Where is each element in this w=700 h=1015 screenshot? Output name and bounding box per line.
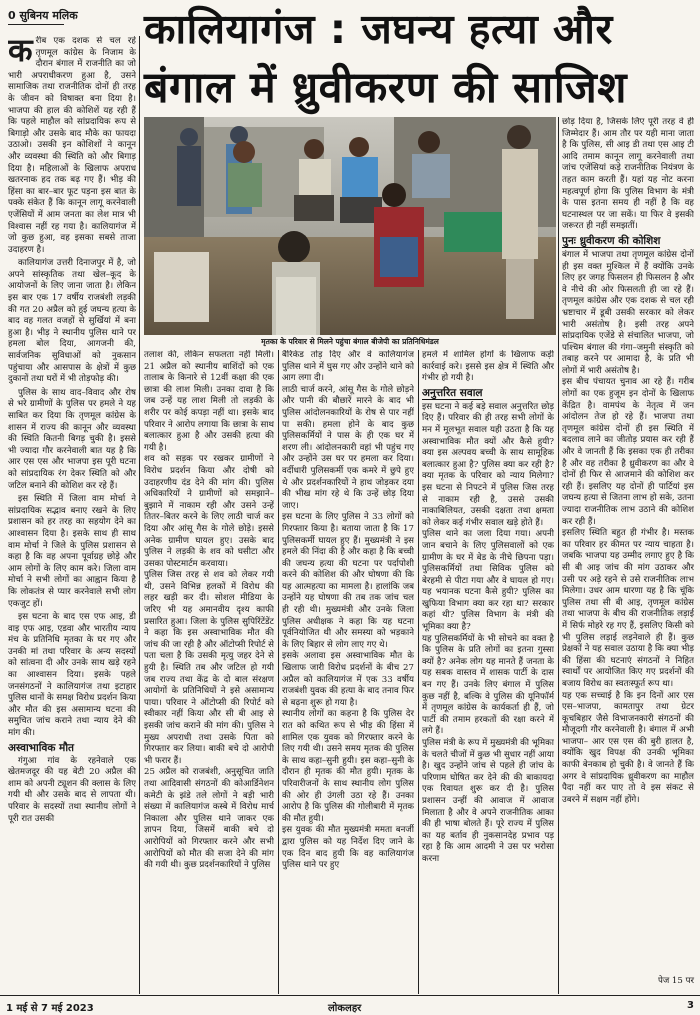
column-divider-3 xyxy=(418,350,419,994)
footer-rule xyxy=(0,995,700,996)
newspaper-name: लोकलहर xyxy=(328,1003,362,1014)
headline-line-2: बंगाल में ध्रुवीकरण की साजिश xyxy=(144,63,627,113)
page-number: 3 xyxy=(687,1000,694,1011)
issue-date: 1 मई से 7 मई 2023 xyxy=(6,1003,94,1014)
col1-paragraph-2: कालियागंज उत्तरी दिनाजपुर में है, जो अपने सांस्कृतिक तथा खेल–कूद के आयोजनों के लिए जाना जाता है। लेकिन इस बार एक 17 वर्षीय राजबंशी लड़की की गत 20 अप्रैल को हुई जघन्य हत्या के बाद वह गलत वजहों से सुर्खियां में बना हुआ है। भीड़ ने स्थानीय पुलिस थाने पर हमला बोल दिया, आगजनी की, सार्वजनिक सुविधाओं को नुकसान पहुंचाया और आसपास के क्षेत्रों में कुछ दुकानों तथा घरों में भी तोड़फोड़ की। xyxy=(8,258,136,385)
col1-paragraph-1: रीब एक दशक से चल रहे तृणमूल कांग्रेस के निजाम के दौरान बंगाल में राजनीति का जो भारी अपराधीकरण हुआ है, उसने सामाजिक तथा राजनीतिक दोनों ही तरह के जीवन को विषाक्त बना दिया है। भाजपा की हाल की कोशिशें यह रही हैं कि पहले माहौल को सांप्रदायिक रूप से बिगाड़ो और उसके बाद मौके का फायदा उठाओ। उसकी इन कोशिशों ने कानून और व्यवस्था की स्थिति को और बिगाड़ दिया है। महिलाओं के खिलाफ अपराध खतरनाक हद तक बढ़ गए हैं। भीड़ की हिंसा का बार–बार फूट पड़ना इस बात के पक्के संकेत हैं कि कानून लागू करनेवाली एजेंसियों में आम जनता का लेश मात्र भी विश्वास नहीं रह गया है। कालियागंज में जो कुछ हुआ, वह इसका सबसे ताजा उदाहरण है। xyxy=(8,36,136,255)
delegation-photo xyxy=(144,117,556,335)
subhead-unanswered-questions: अनुत्तरित सवाल xyxy=(422,386,483,399)
headline-line-1: कालियागंज : जघन्य हत्या और xyxy=(144,5,613,53)
article-column-2: तलाश की, लेकिन सफलता नहीं मिली। 21 अप्रैल को स्थानीय बाशिंदों को एक तालाब के किनारे से 12वीं कक्षा की एक छात्रा की लाश मिली। उनका दावा है कि जब उन्हें यह लाश मिली तो लड़की के शरीर पर कोई कपड़ा नहीं था। इसके बाद परिवार ने आरोप लगाया कि छात्रा के साथ बलात्कार हुआ है और उसकी हत्या की गयी है। शव को सड़क पर रखकर ग्रामीणों ने विरोध प्रदर्शन किया और दोषी को उदाहरणीय दंड देने की मांग की। पुलिस अधिकारियों ने ग्रामीणों को समझाने–बुझाने में नाकाम रही और उसने उन्हें तितर–बितर करने के लिए लाठी चार्ज कर दिया और आंसू गैस के गोले छोड़े। इससे अनेक ग्रामीण घायल हुए। उसके बाद पुलिस ने लड़की के शव को घसीटा और उसका पोस्टमार्टम करवाया। पुलिस जिस तरह से शव को लेकर गयी थी, उसने विभिन्न हलकों में विरोध की लहर खड़ी कर दी। सोशल मीडिया के जरिए भी यह अमानवीय दृश्य काफी प्रसारित हुआ। जिला के पुलिस सुपिरिंटेंडेंट ने कहा कि इस अस्वाभाविक मौत की जांच की जा रही है और ऑटोप्सी रिपोर्ट से पता चला है कि उसकी मृत्यु जहर देने से हुयी है। स्थिति तब और जटिल हो गयी जब राज्य तथा केंद्र के दो बाल संरक्षण आयोगों के प्रतिनिधियों ने इसे असामान्य पाया। परिवार ने ऑटोप्सी की रिपोर्ट को स्वीकार नहीं किया और सी बी आइ से इसकी जांच कराने की मांग की। पुलिस ने मुख्य अपराधी तथा उसके पिता को गिरफ्तार कर लिया। बाकी बचे दो आरोपी भी फरार हैं। 25 अप्रैल को राजबंशी, अनुसूचित जाति तथा आदिवासी संगठनों की कोआर्डिनेशन कमेटी के झंडे तले लोगों ने बड़ी भारी संख्या में कालियागंज कस्बे में विरोध मार्च निकाला और पुलिस थाने जाकर एक ज्ञापन दिया, जिसमें बाकी बचे दो आरोपियों को गिरफ्तार करने और सभी आरोपियों को मौत की सजा देने की मांग की गयी थी। कुछ प्रदर्शनकारियों ने पुलिस xyxy=(144,350,274,871)
article-column-3: बैरिकेड तोड़ दिए और वे कालियागंज पुलिस थाने में घुस गए और उन्होंने थाने को आग लगा दी। लाठी चार्ज करने, आंसू गैस के गोले छोड़ने और पानी की बौछारें मारने के बाद भी पुलिस आंदोलनकारियों के रोष से पार नहीं पा सकी। हमला होने के बाद कुछ पुलिसकर्मियों ने पास के ही एक घर में शरण ली। आंदोलनकारी वहां भी पहुंच गए और उन्होंने उस घर पर हमला कर दिया। वर्दीधारी पुलिसकर्मी एक कमरे में छुपे हुए थे और प्रदर्शनकारियों ने हाथ जोड़कर दया की भीख मांग रहे थे कि उन्हें छोड़ दिया जाए। इस घटना के लिए पुलिस ने 33 लोगों को गिरफ्तार किया है। बताया जाता है कि 17 पुलिसकर्मी घायल हुए हैं। मुख्यमंत्री ने इस हमले की निंदा की है और कहा है कि बच्ची की जघन्य हत्या की घटना पर पर्दापोशी करने की कोशिश की और घोषणा की कि यह आत्महत्या का मामला है। हालांकि जब उन्होंने यह घोषणा की तब तक जांच चल ही रही थी। मुख्यमंत्री और उनके जिला पुलिस अधीक्षक ने कहा कि यह घटना पूर्वनियोजित थी और समस्या को भड़काने के लिए बिहार से लोग लाए गए थे। इसके अलावा इस अस्वाभाविक मौत के खिलाफ जारी विरोध प्रदर्शनों के बीच 27 अप्रैल को कालियागंज में एक 33 वर्षीय राजबंशी युवक की हत्या के बाद तनाव फिर से बढ़ना शुरू हो गया है। स्थानीय लोगों का कहना है कि पुलिस देर रात को कथित रूप से भीड़ की हिंसा में शामिल एक युवक को गिरफ्तार करने के लिए गयी थी। उसने समय मृतक की पुलिस के साथ कहा–सुनी हुयी। इस कहा–सुनी के दौरान ही मृतक की मौत हुयी। मृतक के परिवारीजनों के साथ स्थानीय लोग पुलिस की ओर ही उंगली उठा रहे हैं। उनका आरोप है कि पुलिस की गोलीबारी में मृतक की मौत हुयी। इस युवक की मौत मुख्यमंत्री ममता बनर्जी द्वारा पुलिस को यह निर्देश दिए जाने के एक दिन बाद हुयी कि वह कालियागंज पुलिस थाने पर हुए xyxy=(282,350,414,871)
news-photo xyxy=(144,117,556,335)
column-divider-2 xyxy=(278,350,279,994)
headline xyxy=(144,4,696,114)
col1-paragraph-6: गंगुआ गांव के रहनेवाले एक खेतमजदूर की यह बेटी 20 अप्रैल की शाम को अपनी ट्यूशन की क्लास के लिए गयी थी और उसके बाद से लापता थी। परिवार के सदस्यों तथा स्थानीय लोगों ने पूरी रात उसकी xyxy=(8,755,136,824)
drop-cap: क xyxy=(8,36,33,69)
col1-paragraph-5: इस घटना के बाद एस एफ आइ, डी वाइ एफ आइ, एडवा और भारतीय न्याय मंच के प्रतिनिधि मृतका के घर गए और उनकी मां तथा परिवार के अन्य सदस्यों को सांत्वना दी और उनके साथ खड़े रहने का आश्वासन दिया। इसके पहले जनसंगठनों ने कालियागंज तथा इटाहार पुलिस थानों के समक्ष विरोध प्रदर्शन किया और मौत की इस असामान्य घटना की समुचित जांच कराने तथा न्याय देने की मांग की। xyxy=(8,612,136,739)
byline-rule xyxy=(8,24,64,25)
col4-body: इस घटना ने कई बड़े सवाल अनुत्तरित छोड़ दिए हैं। परिवार की ही तरह सभी लोगों के मन में मूलभूत सवाल यही उठता है कि यह अस्वाभाविक मौत क्यों और कैसे हुयी? क्या इस अल्पवय बच्ची के साथ सामूहिक बलात्कार हुआ है? पुलिस क्या कर रही है? क्या मृतक के परिवार को न्याय मिलेगा? इस घटना से निपटने में पुलिस जिस तरह से नाकाम रही है, उससे उसकी नाकाबिलियत, उसकी दक्षता तथा क्षमता को लेकर कई गंभीर सवाल खड़े होते हैं। पुलिस थाने का जला दिया गया। अपनी जान बचाने के लिए पुलिसवालों को एक ग्रामीण के घर में बेड के नीचे छिपना पड़ा। पुलिसकर्मियों तथा सिविक पुलिस को बेरहमी से पीटा गया और वे घायल हो गए। यह भयानक घटना कैसे हुयी? पुलिस का खुफिया विभाग क्या कर रहा था? सरकार कहां थी? पुलिस विभाग के मंत्री की भूमिका क्या है? यह पुलिसकर्मियों के भी सोचने का वक्त है कि पुलिस के प्रति लोगों का इतना गुस्सा क्यों है? अनेक लोग यह मानते हैं जनता के यह सबक वास्तव में शासक पार्टी के दास बन गए हैं। उनके लिए बंगाल में पुलिस कुछ नहीं है, बल्कि वे पुलिस की यूनिफॉर्म में तृणमूल कांग्रेस के कार्यकर्ता ही हैं, जो पार्टी की तमाम हरकतों की रक्षा करने में लगे हैं। पुलिस मंत्री के रूप में मुख्यमंत्री की भूमिका के चलते चीजों में कुछ भी सुधार नहीं आया है। खुद उन्होंने जांच से पहले ही जांच के परिणाम घोषित कर देने की की बाकायदा एक रिवायत शुरू कर दी है। पुलिस प्रशासन उन्हीं की आवाज में आवाज मिलाता है और वे अपने राजनीतिक आका की ही भाषा बोलते हैं। पूरे राज्य में पुलिस का यह बर्ताव ही नुकसानदेह प्रभाव पड़ रहा है कि आम आदमी ने उस पर भरोसा करना xyxy=(422,401,554,864)
article-column-4 xyxy=(422,350,554,993)
article-column-1 xyxy=(8,36,136,993)
continued-on-page: पेज 15 पर xyxy=(657,976,694,986)
column-divider-4 xyxy=(558,117,559,994)
col1-paragraph-4: इस स्थिति में जिला वाम मोर्चा ने सांप्रदायिक सद्भाव बनाए रखने के लिए प्रशासन को हर तरह का सहयोग देने का आश्वासन दिया है। इसके साथ ही साथ वाम मोर्चा ने जिले के पुलिस प्रशासन से कहा है कि वह अपना पूर्वाग्रह छोड़े और आम लोगों के लिए काम करे। जिला वाम मोर्चा ने सभी लोगों का आह्वान किया है कि लोकतंत्र से प्यार करनेवाले सभी लोग एकजुट हों। xyxy=(8,494,136,609)
author-byline: 0 सुबिनय मलिक xyxy=(8,9,78,22)
col1-paragraph-3: पुलिस के साथ वाद–विवाद और रोष से भरे ग्रामीणों के पुलिस पर हमले ने यह साबित कर दिया कि तृणमूल कांग्रेस के शासन में राज्य की कानून और व्यवस्था की स्थिति कितनी बिगड़ चुकी है। इससे भी ज्यादा गौर करनेवाली बात यह है कि आर एस एस और भाजपा इस पूरी घटना को सांप्रदायिक रंग देकर स्थिति को और जटिल बनाने की कोशिश कर रहे हैं। xyxy=(8,387,136,491)
col5-lead: छोड़ दिया है, जिसके लिए पूरी तरह वे ही जिम्मेदार हैं। आम तौर पर यही माना जाता है कि पुलिस, सी आइ डी तथा एस आइ टी आदि तमाम कानून लागू करनेवाली तथा जांच एजेंसियां कड़े राजनीतिक नियंत्रण के तहत काम करती हैं। यहां यह नोट करना महत्वपूर्ण होगा कि पुलिस विभाग के मंत्री के पास इतना समय ही नहीं है कि वह घटनास्थल पर जा सकें। या फिर वे इसकी जरूरत ही नहीं समझतीं। xyxy=(562,117,694,232)
photo-caption: मृतका के परिवार से मिलने पहुंचा बंगाल बीजेपी का प्रतिनिधिमंडल xyxy=(261,337,439,346)
col4-lead: हमले में शामिल होगों के खिलाफ कड़ी कार्रवाई करे। इससे इस क्षेत्र में स्थिति और गंभीर हो गयी है। xyxy=(422,350,554,384)
article-column-5 xyxy=(562,117,694,969)
subhead-unnatural-death: अस्वाभाविक मौत xyxy=(8,741,75,754)
subhead-polarization: पुनः ध्रुवीकरण की कोशिश xyxy=(562,234,661,247)
page-footer xyxy=(0,998,700,1015)
col5-body: बंगाल में भाजपा तथा तृणमूल कांग्रेस दोनों ही इस वक्त मुश्किल में हैं क्योंकि उनके लिए हर जगह फिसलन ही फिसलन है और वे नीचे की ओर फिसलती ही जा रहे हैं। तृणमूल कांग्रेस और एक दशक से चल रही भ्रष्टाचार में डूबी उसकी सरकार को लेकर भारी असंतोष है। इसी तरह अपने सांप्रदायिक एजेंडे से संचालित भाजपा, जो पश्चिम बंगाल की गंगा–जमुनी संस्कृति को तबाह करने पर आमादा है, के प्रति भी लोगों में भारी असंतोष है। इस बीच पंचायत चुनाव आ रहे हैं। गरीब लोगों का एक हुजूम इन दोनों के खिलाफ केंद्रित है। वामपंथ के नेतृत्व में जन आंदोलन तेज हो रहे हैं। भाजपा तथा तृणमूल कांग्रेस दोनों ही इस स्थिति में बदलाव लाने का जीतोड़ प्रयास कर रही हैं और वे जानती हैं कि इसका एक ही तरीका है और वह तरीका है ध्रुवीकरण का और वे दोनों ही फिर से आजमाने की कोशिश कर रही हैं। इसलिए यह दोनों ही पार्टियां इस जघन्य हत्या से जितना लाभ हो सके, उतना ज्यादा राजनीतिक लाभ उठाने की कोशिश कर रही हैं। इसलिए स्थिति बहुत ही गंभीर है। मस्तक का परिवार हर कीमत पर न्याय चाहता है। जबकि भाजपा यह उम्मीद लगाए हुए है कि सी बी आइ जांच की मांग उठाकर और उसी पर अड़े रहने से उसे राजनीतिक लाभ मिलेगा। उधर आम धारणा यह है कि चूंकि पुलिस तथा सी बी आइ, तृणमूल कांग्रेस तथा भाजपा के बीच की राजनीतिक लड़ाई में सिर्फ मोहरे रह गए हैं, इसलिए किसी को भी पुलिस लड़ाई लड़नेवाले ही हैं। कुछ प्रेक्षकों ने यह सवाल उठाया है कि क्या भीड़ की हिंसा की घटनाएं संगठनों ने निहित स्वार्थों पर आयोजित किए गए प्रदर्शनों की बजाय विरोध का स्वतःस्फूर्त रूप था। यह एक सच्चाई है कि इन दिनों आर एस एस–भाजपा, कामतापुर तथा ग्रेटर कूचबिहार जैसे विभाजनकारी संगठनों की मौजूदगी गौर करनेवाली है। बंगाल में अभी भाजपा– आर एस एस की बुरी हालत है, क्योंकि खुद विपक्ष की उनकी भूमिका काफी बेनकाब हो चुकी है। वे जानते हैं कि अगर वे सांप्रदायिक ध्रुवीकरण का माहौल पैदा नहीं कर पाए तो वे इस संकट से उबरने में सक्षम नहीं होंगे। xyxy=(562,249,694,805)
column-divider-1 xyxy=(139,36,140,994)
